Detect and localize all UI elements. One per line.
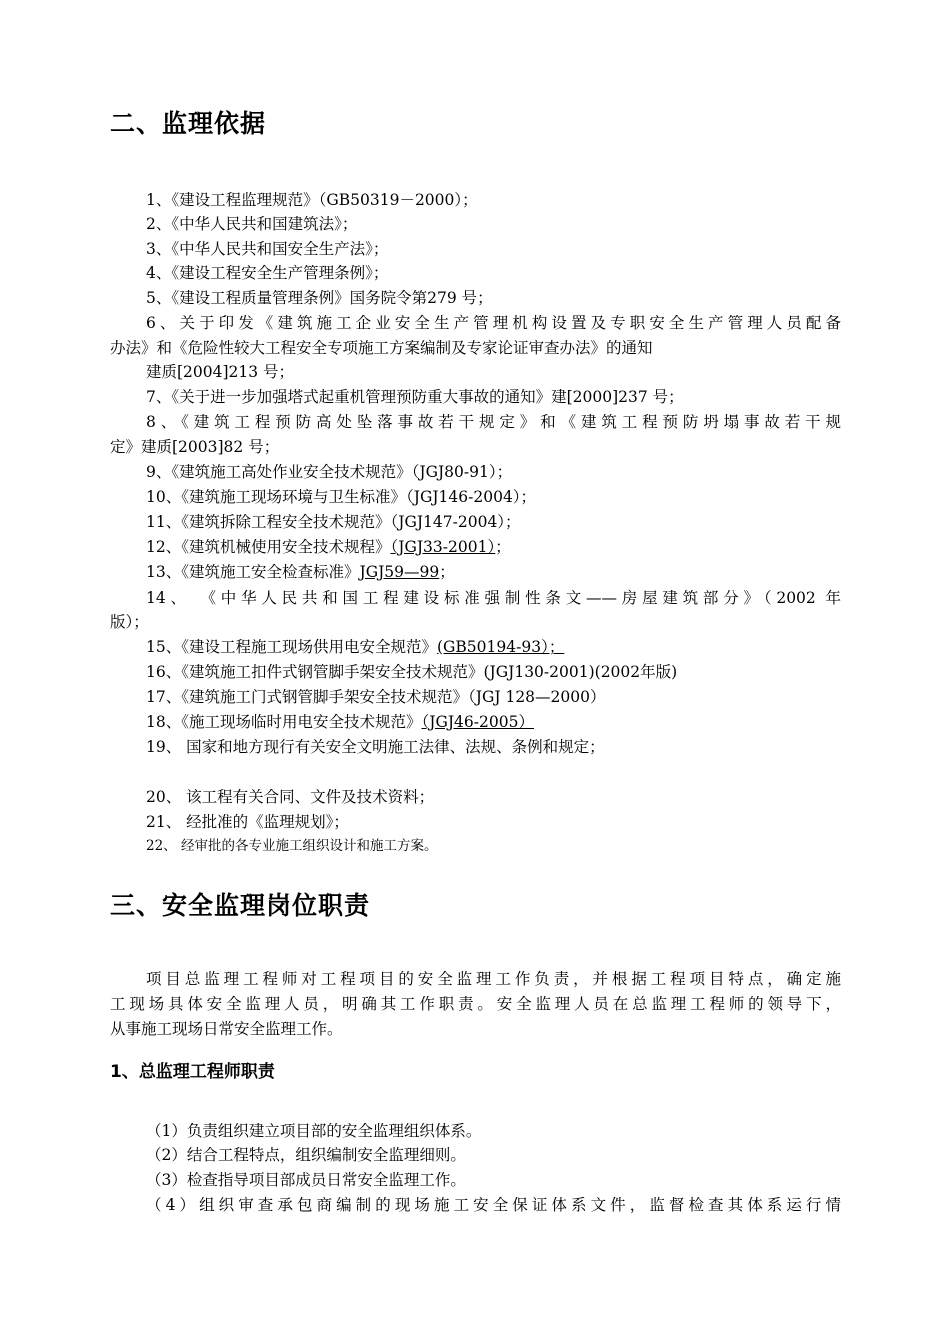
basis-item-12 (146, 535, 511, 559)
chief-duty-4: （4）组织审查承包商编制的现场施工安全保证体系文件，监督检查其体系运行情 (146, 1196, 841, 1214)
duties-intro-line-1: 项目总监理工程师对工程项目的安全监理工作负责，并根据工程项目特点，确定施 (146, 970, 841, 988)
basis-item-6-line-3: 建质[2004]213 号； (146, 363, 295, 381)
basis-item-13-title: 13、《建筑施工安全检查标准》 (146, 563, 360, 581)
basis-item-17: 17、《建筑施工门式钢管脚手架安全技术规范》（JGJ 128—2000） (146, 688, 606, 706)
basis-item-11: 11、《建筑拆除工程安全技术规范》（JGJ147-2004）； (146, 513, 521, 531)
chief-duty-3: （3）检查指导项目部成员日常安全监理工作。 (146, 1171, 466, 1189)
basis-item-18-code: （JGJ46-2005） (421, 713, 534, 731)
basis-item-8-line-2: 定》建质[2003]82 号； (110, 438, 280, 456)
basis-item-13-code: JGJ59—99 (359, 563, 440, 581)
basis-item-15-code: (GB50194-93）； (436, 638, 565, 656)
chief-duty-1: （1）负责组织建立项目部的安全监理组织体系。 (146, 1122, 482, 1140)
basis-item-3: 3、《中华人民共和国安全生产法》； (146, 240, 389, 258)
basis-item-9: 9、《建筑施工高处作业安全技术规范》（JGJ80-91）； (146, 463, 513, 481)
basis-item-8-line-1: 8、《建筑工程预防高处坠落事故若干规定》和《建筑工程预防坍塌事故若干规 (146, 413, 841, 431)
basis-item-13-end: ； (439, 563, 455, 581)
basis-item-19: 19、 国家和地方现行有关安全文明施工法律、法规、条例和规定； (146, 738, 605, 756)
basis-item-12-code: （JGJ33-2001） (390, 538, 496, 556)
basis-item-1: 1、《建设工程监理规范》（GB50319－2000）； (146, 191, 478, 209)
basis-item-14-line-1: 14、 《中华人民共和国工程建设标准强制性条文——房屋建筑部分》（2002 年 (146, 589, 841, 607)
basis-item-5: 5、《建设工程质量管理条例》国务院令第279 号； (146, 289, 493, 307)
basis-item-7: 7、《关于进一步加强塔式起重机管理预防重大事故的通知》建[2000]237 号； (146, 388, 684, 406)
basis-item-22: 22、 经审批的各专业施工组织设计和施工方案。 (146, 838, 438, 854)
section-2-heading: 二、监理依据 (110, 109, 267, 138)
basis-item-10: 10、《建筑施工现场环境与卫生标准》（JGJ146-2004）； (146, 488, 537, 506)
duties-intro-line-3: 从事施工现场日常安全监理工作。 (110, 1020, 343, 1038)
basis-item-6-line-2: 办法》和《危险性较大工程安全专项施工方案编制及专家论证审查办法》的通知 (110, 339, 653, 357)
basis-item-2: 2、《中华人民共和国建筑法》； (146, 215, 358, 233)
basis-item-18 (146, 710, 534, 734)
basis-item-15 (146, 635, 564, 659)
basis-item-12-end: ； (495, 538, 511, 556)
basis-item-20: 20、 该工程有关合同、文件及技术资料； (146, 788, 435, 806)
basis-item-6-line-1: 6、关于印发《建筑施工企业安全生产管理机构设置及专职安全生产管理人员配备 (146, 314, 841, 332)
duties-intro-line-2: 工现场具体安全监理人员，明确其工作职责。安全监理人员在总监理工程师的领导下， (110, 995, 841, 1013)
basis-item-12-title: 12、《建筑机械使用安全技术规程》 (146, 538, 391, 556)
basis-item-21: 21、 经批准的《监理规划》； (146, 813, 349, 831)
basis-item-18-title: 18、《施工现场临时用电安全技术规范》 (146, 713, 422, 731)
section-3-heading: 三、安全监理岗位职责 (110, 891, 371, 920)
basis-item-14-line-2: 版）； (110, 613, 149, 631)
basis-item-15-title: 15、《建设工程施工现场供用电安全规范》 (146, 638, 437, 656)
chief-duty-2: （2）结合工程特点，组织编制安全监理细则。 (146, 1146, 466, 1164)
basis-item-16: 16、《建筑施工扣件式钢管脚手架安全技术规范》(JGJ130-2001)(2002年版) (146, 663, 678, 681)
basis-item-13 (146, 560, 455, 584)
basis-item-4: 4、《建设工程安全生产管理条例》； (146, 264, 389, 282)
chief-engineer-duties-heading: 1、总监理工程师职责 (110, 1062, 275, 1082)
